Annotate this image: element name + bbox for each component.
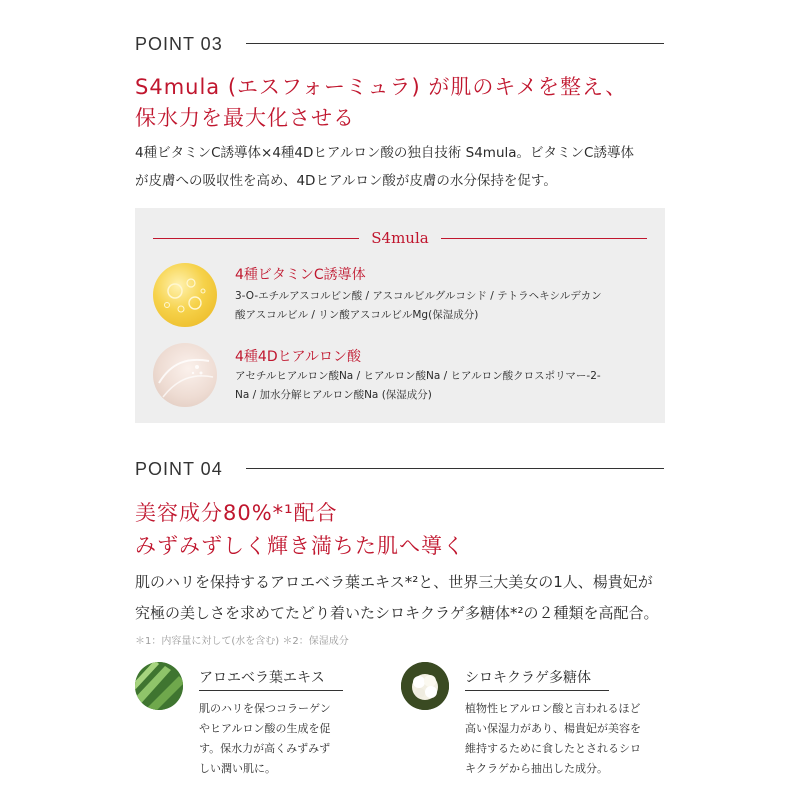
vitamin-c-title: 4種ビタミンC誘導体 [235, 267, 366, 283]
s4mula-title-wrap [135, 228, 665, 248]
point-04-body-line-2: 究極の美しさを求めてたどり着いたシロキクラゲ多糖体*²の２種類を高配合。 [135, 604, 659, 622]
white-fungus-desc-line-3: 維持するために食したとされるシロ [465, 742, 641, 755]
white-fungus-desc-line-1: 植物性ヒアルロン酸と言われるほど [465, 702, 641, 715]
point-03-body-line-1: 4種ビタミンC誘導体×4種4Dヒアルロン酸の独自技術 S4mula。ビタミンC誘導体 [135, 145, 634, 161]
point-04-body-line-1: 肌のハリを保持するアロエベラ葉エキス*²と、世界三大美女の1人、楊貴妃が [135, 573, 653, 591]
point-04-rule [246, 468, 664, 469]
aloe-title-rule [199, 690, 343, 691]
aloe-leaf-icon [135, 662, 183, 710]
point-03-headline-line-2: 保水力を最大化させる [135, 106, 355, 130]
vitamin-c-desc-line-1: 3-O-エチルアスコルビン酸 / アスコルビルグルコシド / テトラヘキシルデカン [235, 290, 602, 302]
aloe-desc-line-1: 肌のハリを保つコラーゲン [199, 702, 331, 715]
point-04-headline-line-1: 美容成分80%*¹配合 [135, 501, 338, 525]
hyaluronic-title: 4種4Dヒアルロン酸 [235, 349, 362, 365]
white-fungus-desc-line-2: 高い保湿力があり、楊貴妃が美容を [465, 722, 641, 735]
hyaluronic-bubbles-icon [153, 343, 217, 407]
aloe-title: アロエベラ葉エキス [199, 670, 325, 686]
white-fungus-desc-line-4: キクラゲから抽出した成分。 [465, 762, 608, 775]
aloe-desc-line-4: しい潤い肌に。 [199, 762, 276, 775]
point-03-label: POINT 03 [135, 34, 223, 54]
s4mula-title: S4mula [359, 229, 440, 247]
hyaluronic-desc-line-1: アセチルヒアルロン酸Na / ヒアルロン酸Na / ヒアルロン酸クロスポリマー-2- [235, 370, 601, 382]
white-fungus-title-rule [465, 690, 609, 691]
aloe-desc-line-2: やヒアルロン酸の生成を促 [199, 722, 331, 735]
hyaluronic-desc-line-2: Na / 加水分解ヒアルロン酸Na (保湿成分) [235, 389, 432, 401]
white-fungus-icon [401, 662, 449, 710]
point-03-headline-line-1: S4mula (エスフォーミュラ) が肌のキメを整え、 [135, 75, 628, 99]
vitamin-c-droplets-icon [153, 263, 217, 327]
point-03-rule [246, 43, 664, 44]
point-04-headline-line-2: みずみずしく輝き満ちた肌へ導く [135, 534, 465, 558]
point-04-footnote: ＊1：内容量に対して(水を含む) ＊2：保湿成分 [135, 636, 349, 647]
point-03-body-line-2: が皮膚への吸収性を高め、4Dヒアルロン酸が皮膚の水分保持を促す。 [135, 173, 557, 189]
aloe-desc-line-3: す。保水力が高くみずみず [199, 742, 331, 755]
vitamin-c-desc-line-2: 酸アスコルビル / リン酸アスコルビルMg(保湿成分) [235, 309, 479, 321]
white-fungus-title: シロキクラゲ多糖体 [465, 670, 591, 686]
point-04-label: POINT 04 [135, 459, 223, 479]
